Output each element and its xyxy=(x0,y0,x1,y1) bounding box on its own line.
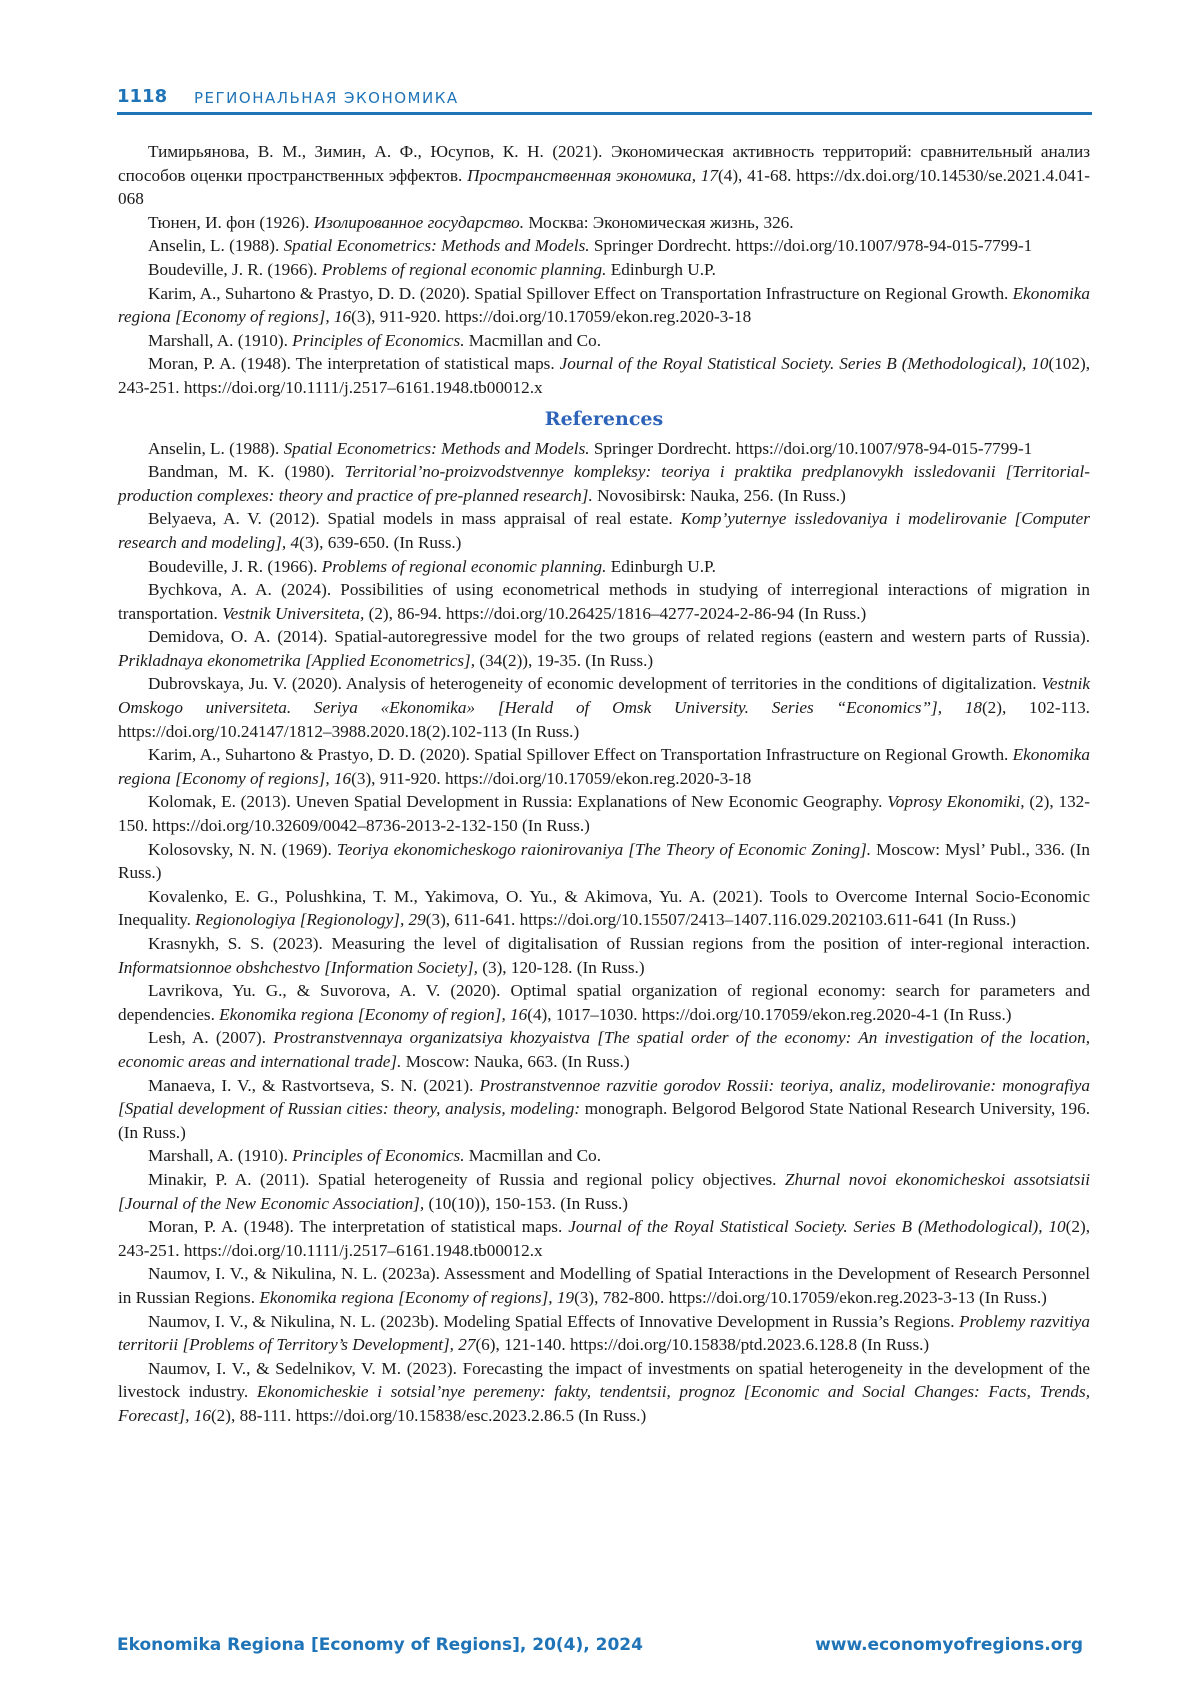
reference-entry xyxy=(118,507,1090,554)
reference-entry xyxy=(118,932,1090,979)
reference-entry xyxy=(118,1168,1090,1215)
reference-details: Edinburgh U.P. xyxy=(606,259,716,279)
reference-source-title: Prikladnaya ekonometrika [Applied Econometrics], xyxy=(118,650,476,670)
reference-source-title: Journal of the Royal Statistical Society. Series B (Methodological), 10 xyxy=(568,1217,1066,1237)
reference-entry xyxy=(118,1262,1090,1309)
reference-text: Lesh, A. (2007). xyxy=(148,1028,274,1048)
reference-details: (6), 121-140. https://doi.org/10.15838/ptd.2023.6.128.8 (In Russ.) xyxy=(475,1335,930,1355)
reference-details: Springer Dordrecht. https://doi.org/10.1007/978-94-015-7799-1 xyxy=(589,438,1033,458)
reference-details: (102), 243-251. https://doi.org/10.1111/j.2517–6161.1948.tb00012.x xyxy=(118,354,1090,397)
reference-entry xyxy=(118,578,1090,625)
footer-website-link[interactable]: www.economyofregions.org xyxy=(815,1635,1083,1655)
reference-details: Edinburgh U.P. xyxy=(606,556,716,576)
reference-text: Bandman, M. K. (1980). xyxy=(148,462,345,482)
reference-source-title: Spatial Econometrics: Methods and Models. xyxy=(283,236,590,256)
reference-entry xyxy=(118,1310,1090,1357)
footer-journal-citation: Ekonomika Regiona [Economy of Regions], 20(4), 2024 xyxy=(117,1635,643,1655)
reference-details: Macmillan and Co. xyxy=(464,1146,602,1166)
reference-entry xyxy=(118,460,1090,507)
reference-source-title: Principles of Economics. xyxy=(292,330,465,350)
reference-details: (4), 41-68. https://dx.doi.org/10.14530/se.2021.4.041-068 xyxy=(118,165,1091,209)
reference-text: Marshall, A. (1910). xyxy=(148,330,293,350)
reference-text: Boudeville, J. R. (1966). xyxy=(148,556,322,576)
reference-entry xyxy=(118,140,1090,211)
reference-text: Lavrikova, Yu. G., & Suvorova, A. V. (2020). Optimal spatial organization of regional economy: search for parameters and dependencies. xyxy=(118,981,1090,1024)
reference-entry xyxy=(118,234,1090,258)
reference-details: (3), 911-920. https://doi.org/10.17059/ekon.reg.2020-3-18 xyxy=(351,307,752,327)
reference-details: (3), 911-920. https://doi.org/10.17059/ekon.reg.2020-3-18 xyxy=(351,768,752,788)
reference-entry xyxy=(118,1215,1090,1262)
reference-details: (3), 611-641. https://doi.org/10.15507/2413–1407.116.029.202103.611-641 (In Russ.) xyxy=(425,910,1016,930)
reference-entry xyxy=(118,1074,1090,1145)
reference-entry xyxy=(118,885,1090,932)
reference-entry xyxy=(118,1144,1090,1168)
reference-entry xyxy=(118,838,1090,885)
reference-source-title: Principles of Economics. xyxy=(292,1146,465,1166)
reference-source-title: Spatial Econometrics: Methods and Models. xyxy=(283,438,590,458)
reference-text: Belyaeva, A. V. (2012). Spatial models in mass appraisal of real estate. xyxy=(148,509,681,529)
reference-source-title: Ekonomika regiona [Economy of regions], 16 xyxy=(118,283,1090,327)
reference-details: (4), 1017–1030. https://doi.org/10.17059/ekon.reg.2020-4-1 (In Russ.) xyxy=(527,1004,1012,1024)
reference-source-title: Vestnik Omskogo universiteta. Seriya «Ekonomika» [Herald of Omsk University. Series “Economics”], 18 xyxy=(118,674,1090,718)
reference-text: Karim, A., Suhartono & Prastyo, D. D. (2020). Spatial Spillover Effect on Transportation Infrastructure on Regional Growth. xyxy=(148,283,1013,303)
reference-text: Minakir, P. A. (2011). Spatial heterogeneity of Russia and regional policy objectives. xyxy=(148,1169,785,1189)
reference-text: Тимирьянова, В. М., Зимин, А. Ф., Юсупов, К. Н. (2021). Экономическая активность территорий: сравнительный анализ способов оценки пространственных эффектов. xyxy=(118,142,1090,185)
reference-text: Bychkova, A. A. (2024). Possibilities of using econometrical methods in studying of interregional interactions of migration in transportation. xyxy=(118,580,1090,623)
reference-text: Moran, P. A. (1948). The interpretation of statistical maps. xyxy=(148,354,560,374)
reference-text: Naumov, I. V., & Nikulina, N. L. (2023a). Assessment and Modelling of Spatial Interactions in the Development of Research Personnel in Russian Regions. xyxy=(118,1264,1090,1307)
reference-source-title: Territorial’no-proizvodstvennye kompleksy: teoriya i praktika predplanovykh issledovanii [Territorial-production complexes: theory and practice of pre-planned research]. xyxy=(118,462,1090,505)
reference-text: Anselin, L. (1988). xyxy=(148,438,284,458)
reference-text: Тюнен, И. фон (1926). xyxy=(148,212,314,232)
reference-content xyxy=(118,140,1090,1427)
reference-text: Anselin, L. (1988). xyxy=(148,236,284,256)
reference-source-title: Voprosy Ekonomiki, xyxy=(887,792,1025,812)
reference-text: Kovalenko, E. G., Polushkina, T. M., Yakimova, O. Yu., & Akimova, Yu. A. (2021). Tools to Overcome Internal Socio-Economic Inequality. xyxy=(118,886,1090,930)
reference-details: Moscow: Mysl’ Publ., 336. (In Russ.) xyxy=(118,839,1090,883)
reference-source-title: Journal of the Royal Statistical Society. Series B (Methodological), 10 xyxy=(559,354,1049,374)
reference-source-title: Problems of regional economic planning. xyxy=(321,556,607,576)
reference-text: Karim, A., Suhartono & Prastyo, D. D. (2020). Spatial Spillover Effect on Transportation Infrastructure on Regional Growth. xyxy=(148,745,1013,765)
reference-source-title: Ekonomicheskie i sotsial’nye peremeny: fakty, tendentsii, prognoz [Economic and Social Changes: Facts, Trends, Forecast], 16 xyxy=(118,1382,1091,1425)
reference-source-title: Problems of regional economic planning. xyxy=(321,259,607,279)
reference-entry xyxy=(118,258,1090,282)
reference-source-title: Prostranstvennoe razvitie gorodov Rossii: teoriya, analiz, modelirovanie: monografiya [Spatial development of Russian cities: theory, analysis, modeling: xyxy=(118,1075,1090,1119)
reference-source-title: Ekonomika regiona [Economy of region], 16 xyxy=(219,1004,528,1024)
reference-source-title: Zhurnal novoi ekonomicheskoi assotsiatsii [Journal of the New Economic Association], xyxy=(118,1169,1090,1213)
reference-details: (2), 132-150. https://doi.org/10.32609/0042–8736-2013-2-132-150 (In Russ.) xyxy=(118,792,1091,836)
reference-source-title: Ekonomika regiona [Economy of regions], 19 xyxy=(259,1287,575,1307)
russian-reference-list xyxy=(118,140,1090,400)
reference-details: (3), 639-650. (In Russ.) xyxy=(299,532,462,552)
reference-text: Kolosovsky, N. N. (1969). xyxy=(148,839,337,859)
reference-entry xyxy=(118,672,1090,743)
references-list xyxy=(118,437,1090,1428)
reference-details: (2), 86-94. https://doi.org/10.26425/1816–4277-2024-2-86-94 (In Russ.) xyxy=(364,603,867,623)
reference-source-title: Изолированное государство. xyxy=(313,212,525,232)
reference-entry xyxy=(118,1357,1090,1428)
running-head: РЕГИОНАЛЬНАЯ ЭКОНОМИКА xyxy=(194,89,459,107)
reference-details: (2), 102-113. https://doi.org/10.24147/1812–3988.2020.18(2).102-113 (In Russ.) xyxy=(118,698,1090,741)
reference-details: Springer Dordrecht. https://doi.org/10.1007/978-94-015-7799-1 xyxy=(589,236,1033,256)
reference-details: Moscow: Nauka, 663. (In Russ.) xyxy=(401,1051,630,1071)
reference-details: Novosibirsk: Nauka, 256. (In Russ.) xyxy=(592,485,846,505)
reference-text: Boudeville, J. R. (1966). xyxy=(148,259,322,279)
reference-entry xyxy=(118,555,1090,579)
reference-source-title: Vestnik Universiteta, xyxy=(222,603,365,623)
reference-details: (2), 243-251. https://doi.org/10.1111/j.2517–6161.1948.tb00012.x xyxy=(118,1217,1090,1260)
reference-entry xyxy=(118,1026,1090,1073)
reference-entry xyxy=(118,211,1090,235)
reference-text: Krasnykh, S. S. (2023). Measuring the level of digitalisation of Russian regions from the position of inter-regional interaction. xyxy=(148,934,1090,953)
reference-source-title: Informatsionnoe obshchestvo [Information Society], xyxy=(118,957,478,977)
reference-source-title: Problemy razvitiya territorii [Problems of Territory’s Development], 27 xyxy=(118,1311,1090,1355)
reference-details: (2), 88-111. https://doi.org/10.15838/esc.2023.2.86.5 (In Russ.) xyxy=(210,1405,647,1425)
reference-entry xyxy=(118,437,1090,461)
reference-source-title: Ekonomika regiona [Economy of regions], 16 xyxy=(118,745,1090,788)
reference-details: (10(10)), 150-153. (In Russ.) xyxy=(424,1193,629,1213)
reference-entry xyxy=(118,625,1090,672)
reference-text: Kolomak, E. (2013). Uneven Spatial Development in Russia: Explanations of New Economic Geography. xyxy=(148,792,888,812)
reference-text: Demidova, O. A. (2014). Spatial-autoregressive model for the two groups of related regions (eastern and western parts of Russia). xyxy=(148,627,1090,647)
reference-source-title: Пространственная экономика, 17 xyxy=(467,165,718,185)
reference-entry xyxy=(118,743,1090,790)
page-header xyxy=(117,86,1092,115)
reference-text: Marshall, A. (1910). xyxy=(148,1146,293,1166)
reference-text: Naumov, I. V., & Sedelnikov, V. M. (2023). Forecasting the impact of investments on spatial heterogeneity in the development of the livestock industry. xyxy=(118,1358,1090,1402)
reference-text: Dubrovskaya, Ju. V. (2020). Analysis of heterogeneity of economic development of territories in the conditions of digitalization. xyxy=(148,674,1042,694)
reference-entry xyxy=(118,329,1090,353)
reference-text: Naumov, I. V., & Nikulina, N. L. (2023b). Modeling Spatial Effects of Innovative Development in Russia’s Regions. xyxy=(148,1311,960,1331)
reference-source-title: Regionologiya [Regionology], 29 xyxy=(195,910,426,930)
reference-text: Manaeva, I. V., & Rastvortseva, S. N. (2021). xyxy=(148,1075,480,1095)
reference-source-title: Teoriya ekonomicheskogo raionirovaniya [The Theory of Economic Zoning]. xyxy=(336,839,872,859)
reference-source-title: Komp’yuternye issledovaniya i modelirovanie [Computer research and modeling], 4 xyxy=(118,509,1090,552)
reference-details: (34(2)), 19-35. (In Russ.) xyxy=(475,650,654,670)
reference-details: (3), 120-128. (In Russ.) xyxy=(477,957,645,977)
reference-text: Moran, P. A. (1948). The interpretation of statistical maps. xyxy=(148,1217,569,1237)
reference-details: (3), 782-800. https://doi.org/10.17059/ekon.reg.2023-3-13 (In Russ.) xyxy=(574,1287,1047,1307)
references-heading: References xyxy=(544,407,664,430)
reference-entry xyxy=(118,282,1090,329)
reference-entry xyxy=(118,790,1090,837)
reference-details: Москва: Экономическая жизнь, 326. xyxy=(524,212,794,232)
reference-details: Macmillan and Co. xyxy=(464,330,602,350)
reference-entry xyxy=(118,352,1090,399)
reference-entry xyxy=(118,979,1090,1026)
reference-details: monograph. Belgorod Belgorod State National Research University, 196. (In Russ.) xyxy=(118,1099,1090,1142)
page-number: 1118 xyxy=(117,86,168,107)
reference-source-title: Prostranstvennaya organizatsiya khozyaistva [The spatial order of the economy: An investigation of the location, economic areas and international trade]. xyxy=(118,1028,1090,1071)
